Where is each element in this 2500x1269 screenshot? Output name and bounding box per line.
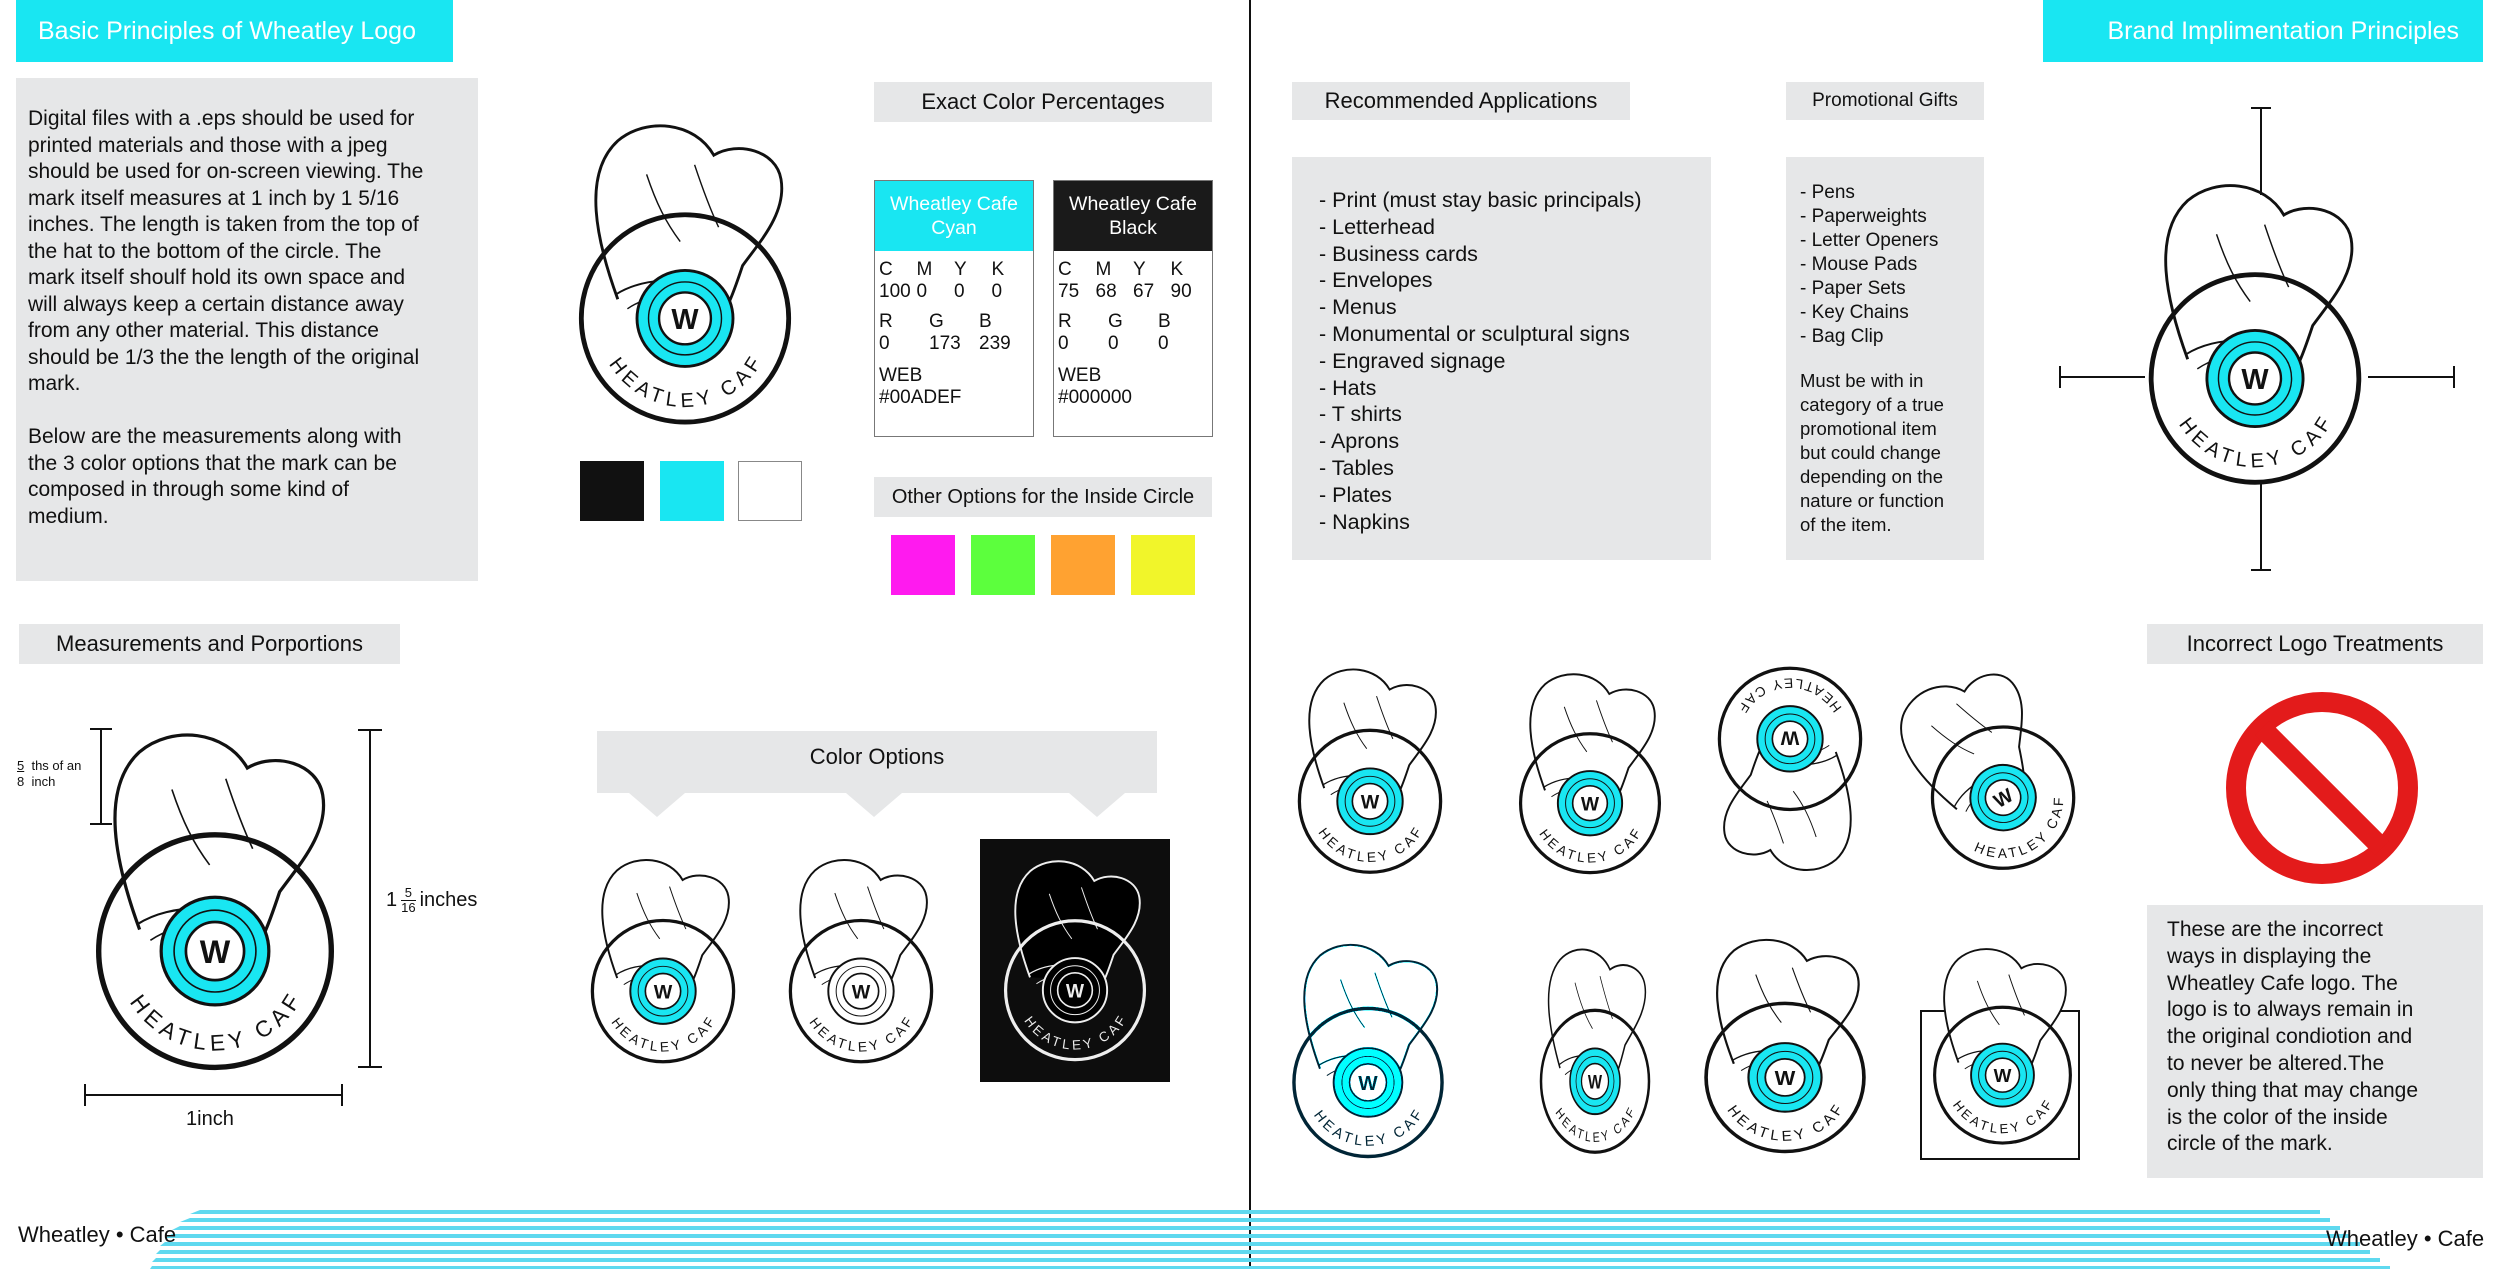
incorrect-logo-stretched — [1285, 660, 1455, 890]
dim-line-height — [369, 729, 371, 1067]
card-title — [875, 181, 1033, 251]
card-title-text: Wheatley Cafe Cyan — [890, 193, 1018, 239]
application-item: - Monumental or sculptural signs — [1319, 321, 1711, 348]
web-label: WEB — [879, 365, 923, 386]
footer-brand-word: Wheatley — [18, 1222, 110, 1247]
rgb-label: B — [1158, 311, 1171, 332]
measurements-label-text: Measurements and Porportions — [56, 631, 363, 656]
applications-panel — [1292, 157, 1711, 560]
rgb-label: G — [929, 311, 944, 332]
rgb-value: 173 — [929, 333, 961, 354]
application-item: - Tables — [1319, 455, 1711, 482]
application-item: - Engraved signage — [1319, 348, 1711, 375]
gift-item: - Bag Clip — [1800, 325, 1984, 349]
application-item: - Print (must stay basic principals) — [1319, 187, 1711, 214]
color-card-black — [1053, 180, 1213, 437]
cmyk-label: K — [991, 259, 1005, 280]
dim-line-width — [84, 1094, 342, 1096]
incorrect-label — [2147, 624, 2483, 664]
incorrect-logo-flipped — [1705, 650, 1875, 880]
incorrect-logo-rotated — [1859, 633, 2121, 917]
incorrect-text: These are the incorrect ways in displaying the Wheatley Cafe logo. The logo is to always remain in the original condiotion and to never be altered.The only thing that may change is the color of the inside circle of the mark. — [2167, 918, 2418, 1156]
rgb-value: 0 — [1058, 333, 1069, 354]
intro-panel — [16, 78, 478, 581]
cmyk-value: 100 — [879, 281, 911, 302]
recommended-label — [1292, 82, 1630, 120]
other-options-label — [874, 477, 1212, 517]
clearance-line-right — [2368, 376, 2454, 378]
fraction-den: 8 — [17, 774, 25, 789]
measurements-label — [19, 624, 400, 664]
promo-note: Must be with in category of a true promotional item but could change depending on the nature or function of the item. — [1800, 370, 1944, 535]
footer-dot: • — [115, 1222, 124, 1247]
gift-item: - Pens — [1800, 181, 1984, 205]
incorrect-logo-outline-cyan — [1278, 935, 1458, 1175]
web-value: #00ADEF — [879, 387, 962, 408]
web-value: #000000 — [1058, 387, 1132, 408]
fraction-label — [17, 758, 81, 790]
height-unit: inches — [419, 889, 478, 911]
exact-color-label — [874, 82, 1212, 122]
incorrect-panel — [2147, 905, 2483, 1178]
dim-tick — [358, 1066, 382, 1068]
dim-tick — [2453, 366, 2455, 388]
cmyk-value: 68 — [1095, 281, 1117, 302]
dim-tick — [2059, 366, 2061, 388]
color-card-cyan — [874, 180, 1034, 437]
clearance-line-left — [2059, 376, 2145, 378]
application-item: - T shirts — [1319, 401, 1711, 428]
height-den: 16 — [401, 900, 416, 915]
gift-item: - Paperweights — [1800, 205, 1984, 229]
exact-color-label-text: Exact Color Percentages — [921, 89, 1165, 114]
incorrect-label-text: Incorrect Logo Treatments — [2186, 631, 2444, 656]
cmyk-label: M — [916, 259, 933, 280]
footer-brand-left — [18, 1222, 176, 1248]
dim-tick — [90, 728, 112, 730]
clearance-line-bottom — [2260, 482, 2262, 570]
dim-tick — [358, 729, 382, 731]
swatch-white — [738, 461, 802, 521]
card-title — [1054, 181, 1212, 251]
swatch-yellow — [1131, 535, 1195, 595]
gift-item: - Mouse Pads — [1800, 253, 1984, 277]
measurement-logo — [75, 718, 355, 1098]
footer-dot: • — [2423, 1226, 2432, 1251]
dim-tick — [84, 1084, 86, 1106]
cmyk-label: Y — [1133, 259, 1146, 280]
dim-tick — [2251, 569, 2271, 571]
cmyk-label: C — [1058, 259, 1072, 280]
application-item: - Letterhead — [1319, 214, 1711, 241]
cmyk-value: 0 — [916, 281, 928, 302]
main-logo — [560, 112, 810, 448]
dim-tick — [90, 823, 112, 825]
application-item: - Napkins — [1319, 509, 1711, 536]
left-page-header — [16, 0, 453, 62]
footer-brand-word: Cafe — [2437, 1226, 2485, 1251]
promo-panel — [1786, 157, 1984, 560]
footer-brand-word: Cafe — [129, 1222, 177, 1247]
color-option-cyan — [578, 850, 748, 1080]
application-item: - Business cards — [1319, 241, 1711, 268]
cmyk-label: M — [1095, 259, 1112, 280]
swatch-cyan — [660, 461, 724, 521]
recommended-label-text: Recommended Applications — [1324, 88, 1598, 113]
incorrect-logo-narrow — [1530, 940, 1660, 1170]
incorrect-logo-small — [1505, 665, 1675, 890]
prohibited-icon — [2224, 690, 2420, 886]
rgb-label: R — [879, 311, 893, 332]
height-whole: 1 — [386, 889, 398, 911]
width-label: 1inch — [186, 1108, 234, 1130]
incorrect-logo-boxed — [1920, 940, 2085, 1160]
swatch-magenta — [891, 535, 955, 595]
color-options-label: Color Options — [809, 744, 945, 769]
rgb-value: 0 — [1108, 333, 1119, 354]
rgb-label: G — [1108, 311, 1123, 332]
cmyk-value: 0 — [991, 281, 1003, 302]
color-option-black — [990, 852, 1160, 1077]
footer-stripes — [0, 1208, 2500, 1269]
card-title-text: Wheatley Cafe Black — [1069, 193, 1197, 239]
dim-line-hat — [100, 728, 102, 824]
rgb-label: R — [1058, 311, 1072, 332]
fraction-tail: ths of an — [31, 758, 82, 773]
fraction-num: 5 — [17, 758, 25, 773]
page-divider — [1249, 0, 1251, 1269]
swatch-green — [971, 535, 1035, 595]
cmyk-value: 0 — [954, 281, 965, 302]
right-page-header-text: Brand Implimentation Principles — [2107, 16, 2459, 45]
gift-item: - Paper Sets — [1800, 277, 1984, 301]
gift-item: - Key Chains — [1800, 301, 1984, 325]
rgb-value: 239 — [979, 333, 1011, 354]
footer-brand-right — [2326, 1226, 2484, 1252]
height-num: 5 — [401, 886, 415, 901]
right-page-header — [2043, 0, 2483, 62]
web-label: WEB — [1058, 365, 1102, 386]
swatch-orange — [1051, 535, 1115, 595]
cmyk-value: 75 — [1058, 281, 1080, 302]
application-item: - Aprons — [1319, 428, 1711, 455]
cmyk-label: Y — [954, 259, 967, 280]
incorrect-logo-wide — [1690, 930, 1880, 1170]
height-label — [386, 886, 477, 915]
gift-item: - Letter Openers — [1800, 229, 1984, 253]
other-options-label-text: Other Options for the Inside Circle — [891, 485, 1195, 508]
fraction-unit: inch — [31, 774, 56, 789]
intro-text: Digital files with a .eps should be used for printed materials and those with a jpeg should be used for on-screen viewing. The mark itself measures at 1 inch by 1 5/16 inches. The length is taken from the top of the hat to the bottom of the circle. The mark itself shoulf hold its own space and will always keep a certain distance away from any other material. This distance should be 1/3 the the length of the original mark. Below are the measurements along with the 3 color options that the mark can be composed in through some kind of medium. — [28, 107, 424, 528]
application-item: - Envelopes — [1319, 267, 1711, 294]
promo-label-text: Promotional Gifts — [1812, 90, 1958, 111]
rgb-value: 0 — [1158, 333, 1169, 354]
application-item: - Plates — [1319, 482, 1711, 509]
cmyk-value: 67 — [1133, 281, 1155, 302]
gifts-list — [1800, 181, 1984, 349]
cmyk-value: 90 — [1170, 281, 1192, 302]
applications-list — [1319, 187, 1711, 535]
rgb-value: 0 — [879, 333, 890, 354]
color-option-white — [776, 850, 946, 1080]
application-item: - Hats — [1319, 375, 1711, 402]
cmyk-label: K — [1170, 259, 1184, 280]
clear-space-logo — [2130, 170, 2380, 510]
left-page-header-text: Basic Principles of Wheatley Logo — [38, 16, 416, 45]
application-item: - Menus — [1319, 294, 1711, 321]
cmyk-label: C — [879, 259, 893, 280]
dim-tick — [2251, 107, 2271, 109]
dim-tick — [341, 1084, 343, 1106]
swatch-black — [580, 461, 644, 521]
promo-label — [1786, 82, 1984, 120]
clearance-line-top — [2260, 107, 2262, 195]
rgb-label: B — [979, 311, 992, 332]
footer-brand-word: Wheatley — [2326, 1226, 2418, 1251]
